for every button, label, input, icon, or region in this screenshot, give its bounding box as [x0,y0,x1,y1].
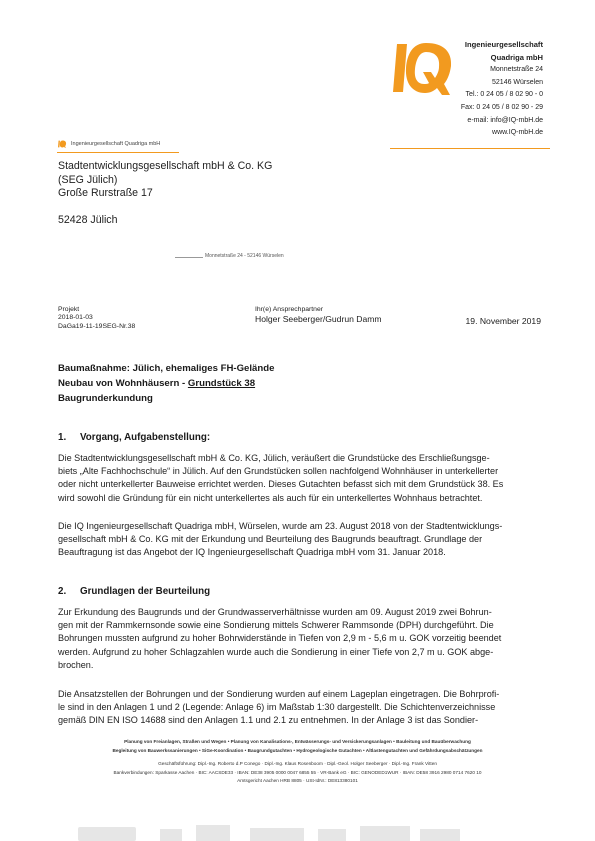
company-web: www.IQ-mbH.de [492,129,543,137]
section-2-paragraph-2 [58,688,538,728]
text-line: werden. Aufgrund zu hoher Schlagzahlen wurde auch die Sondierung in einer Tiefe von 2,7 m u. GOK abge- [58,646,494,657]
text-line: le sind in den Anlagen 1 und 2 (Legende: Anlage 6) im Maßstab 1:30 dargestellt. Die Schichtenverzeichnisse [58,702,496,713]
sender-line [58,140,160,148]
company-name-line1: Ingenieurgesellschaft [464,40,543,49]
project-label: Projekt [58,306,80,313]
section-1-heading [58,432,210,443]
contact-names: Holger Seeberger/Gudrun Damm [255,314,382,325]
contact-meta [255,306,382,325]
section-2-paragraph-1 [58,606,538,672]
letter-date: 19. November 2019 [465,316,541,326]
text-line: Zur Erkundung des Baugrunds und der Grundwasserverhältnisse wurden am 09. August 2019 zwei Bohrun- [58,607,492,617]
footer-line3: Geschäftsführung: Dipl.-Ing. Roberto d.P Conego · Dipl.-Ing. Klaus Rosenboom · Dipl.-Geol. Holger Seeberger · Dipl.-Ing. Frank Vitten [158,761,437,766]
footer-legal [40,760,555,786]
return-address: Monnetstraße 24 - 52146 Würselen [205,253,284,259]
iq-mini-logo [58,140,68,148]
subject-line2-underlined: Grundstück 38 [187,377,256,389]
company-name-line2: Quadriga mbH [490,52,543,62]
text-line: biets „Alte Fachhochschule“ in Jülich. Auf den Grundstücken sollen nachfolgend Wohnhäuser in unterkellerter [58,466,499,477]
footer-line5: Amtsgericht Aachen HRB 8805 · USt-IdNr.: DE813380101 [237,778,358,784]
subject-line3: Baugrunderkundung [58,392,153,404]
subject-line2 [58,377,274,392]
company-phone: Tel.: 0 24 05 / 8 02 90 - 0 [465,91,543,99]
company-street: Monnetstraße 24 [490,66,543,74]
footer-line1: Planung von Freianlagen, Straßen und Wegen • Planung von Kanalisations-, Entwässerungs- und Versickerungsanlagen • Bauleitung und Bauüberwachung [124,739,471,744]
section-1-paragraph-1 [58,452,538,505]
sender-line-text: Ingenieurgesellschaft Quadriga mbH [71,141,161,147]
text-line: brochen. [58,659,94,670]
subject-block [58,362,274,406]
company-city: 52146 Würselen [492,78,543,86]
text-line: Beauftragung ist das Angebot der IQ Ingenieurgesellschaft Quadriga mbH vom 31. Januar 2018. [58,547,446,558]
project-reference: DaGa19-11-19SEG-Nr.38 [58,322,136,330]
text-line: Die Ansatzstellen der Bohrungen und der Sondierung wurden auf einem Lageplan eingetragen. Die Bohrprofi- [58,689,500,699]
section-1-paragraph-2 [58,520,538,560]
iq-logo [393,40,465,96]
section-2-heading [58,586,210,597]
text-line: gesellschaft mbH & Co. KG mit der Erkundung und Beurteilung des Baugrunds beauftragt. Grundlage der [58,534,483,545]
section-1-title: Vorgang, Aufgabenstellung: [80,432,211,443]
contact-label: Ihr(e) Ansprechpartner [255,306,324,313]
recipient-address [58,160,272,227]
text-line: wird sowohl die Gründung für ein nicht unterkellertes als auch für ein unterkellertes Wohnhaus betrachtet. [58,492,483,503]
section-1-number: 1. [58,432,67,443]
section-2-number: 2. [58,586,67,597]
scan-bleed-through [0,815,595,841]
text-line: gen mit der Rammkernsonde sowie eine Sondierung mittels Schwerer Rammsonde (DPH) durchgeführt. Die [58,620,494,631]
recipient-line4: 52428 Jülich [58,213,118,226]
recipient-line2: (SEG Jülich) [58,173,118,186]
text-line: gemäß DIN EN ISO 14688 sind den Anlagen 1.1 und 2.1 zu entnehmen. In der Anlage 3 ist das Sondier- [58,715,479,726]
company-info [461,39,543,140]
section-2-title: Grundlagen der Beurteilung [80,586,211,597]
footer-services [40,738,555,755]
header-divider [390,148,550,149]
recipient-line1: Stadtentwicklungsgesellschaft mbH & Co. KG [58,160,273,172]
company-fax: Fax: 0 24 05 / 8 02 90 - 29 [460,103,543,111]
sender-divider [57,152,179,153]
text-line: Bohrungen mussten aufgrund zu hoher Bohrwiderstände in Tiefen von 2,9 m - 5,6 m u. GOK vorzeitig beendet [58,633,502,644]
text-line: oder nicht unterkellerter Bauweise errichtet werden. Dieses Gutachten befasst sich mit dem Grundstück 38. Es [58,479,504,490]
subject-line1: Baumaßnahme: Jülich, ehemaliges FH-Gelände [58,363,275,374]
footer-line2: Begleitung von Bauwerkssanierungen • SiGe-Koordination • Baugrundgutachten • Hydrogeologische Gutachten • Altlastengutachten und Gefährdungsabschätzungen [112,747,483,753]
return-line-left [175,257,203,258]
subject-line2-prefix: Neubau von Wohnhäusern - [58,377,188,389]
recipient-line3: Große Rurstraße 17 [58,187,153,200]
project-number: 2018-01-03 [58,314,93,322]
company-email: e-mail: info@IQ-mbH.de [467,116,543,124]
project-meta [58,306,135,331]
text-line: Die Stadtentwicklungsgesellschaft mbH & Co. KG, Jülich, veräußert die Grundstücke des Erschließungsge- [58,453,490,463]
text-line: Die IQ Ingenieurgesellschaft Quadriga mbH, Würselen, wurde am 23. August 2018 von der Stadtentwicklungs- [58,521,503,531]
footer-line4: Bankverbindungen: Sparkasse Aachen · BIC: AACSDE33 · IBAN: DE38 3905 0000 0047 6855 55 · VR-Bank eG · BIC: GENODED1WUR · IBAN: DE58 3916 2980 0714 7620 10 [113,769,482,775]
